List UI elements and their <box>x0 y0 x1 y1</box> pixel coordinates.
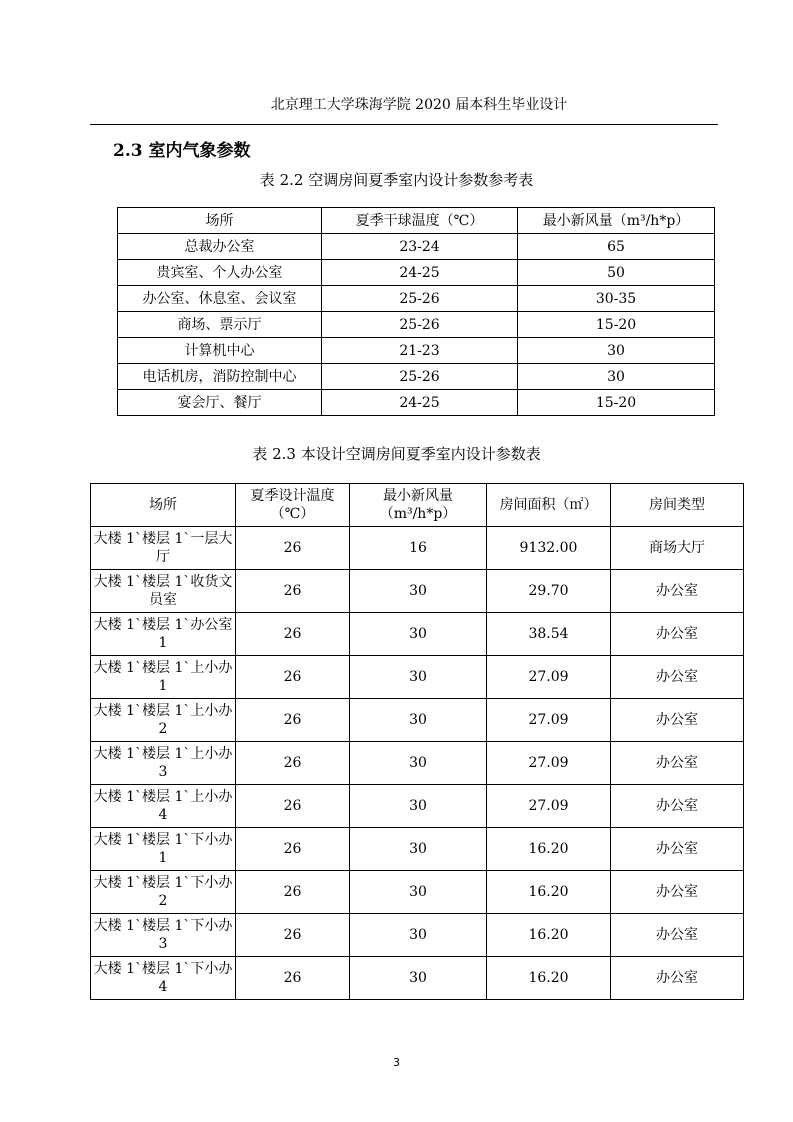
cell-room-type: 办公室 <box>611 871 744 914</box>
cell-room-type: 商场大厅 <box>611 527 744 570</box>
table-row <box>91 914 744 957</box>
cell-room-type: 办公室 <box>611 699 744 742</box>
cell-design-temperature: 26 <box>236 914 350 957</box>
cell-room-area: 38.54 <box>487 613 611 656</box>
cell-design-temperature: 26 <box>236 742 350 785</box>
table-row <box>91 785 744 828</box>
reference-parameter-table <box>117 207 715 416</box>
cell-fresh-air: 30 <box>350 613 487 656</box>
column-header-temperature: 夏季干球温度（℃） <box>322 208 518 234</box>
cell-fresh-air: 30 <box>350 828 487 871</box>
cell-design-temperature: 26 <box>236 527 350 570</box>
cell-temperature: 23-24 <box>322 234 518 260</box>
table1-caption: 表 2.2 空调房间夏季室内设计参数参考表 <box>259 171 534 189</box>
cell-place: 大楼 1`楼层 1`下小办 2 <box>91 871 236 914</box>
table-row <box>91 527 744 570</box>
cell-fresh-air: 30 <box>518 364 715 390</box>
cell-place: 商场、票示厅 <box>118 312 322 338</box>
header-rule <box>90 124 718 125</box>
cell-room-area: 16.20 <box>487 957 611 1000</box>
cell-temperature: 21-23 <box>322 338 518 364</box>
cell-design-temperature: 26 <box>236 656 350 699</box>
cell-design-temperature: 26 <box>236 613 350 656</box>
cell-place: 大楼 1`楼层 1`上小办 1 <box>91 656 236 699</box>
cell-place: 大楼 1`楼层 1`上小办 2 <box>91 699 236 742</box>
cell-place: 大楼 1`楼层 1`上小办 4 <box>91 785 236 828</box>
cell-room-type: 办公室 <box>611 613 744 656</box>
cell-temperature: 24-25 <box>322 260 518 286</box>
cell-room-type: 办公室 <box>611 828 744 871</box>
cell-design-temperature: 26 <box>236 699 350 742</box>
table-row <box>118 364 715 390</box>
cell-fresh-air: 30 <box>350 785 487 828</box>
table-row <box>118 312 715 338</box>
cell-room-area: 27.09 <box>487 785 611 828</box>
cell-fresh-air: 16 <box>350 527 487 570</box>
cell-place: 大楼 1`楼层 1`下小办 3 <box>91 914 236 957</box>
cell-fresh-air: 15-20 <box>518 390 715 416</box>
table-header-row <box>118 208 715 234</box>
cell-fresh-air: 30 <box>350 957 487 1000</box>
cell-design-temperature: 26 <box>236 871 350 914</box>
page-number: 3 <box>393 1056 400 1069</box>
cell-room-area: 16.20 <box>487 828 611 871</box>
cell-place: 贵宾室、个人办公室 <box>118 260 322 286</box>
column-header-room-type: 房间类型 <box>611 484 744 527</box>
cell-fresh-air: 30 <box>350 871 487 914</box>
design-parameter-table <box>90 483 744 1000</box>
cell-fresh-air: 15-20 <box>518 312 715 338</box>
table2-caption: 表 2.3 本设计空调房间夏季室内设计参数表 <box>252 445 541 463</box>
cell-temperature: 25-26 <box>322 312 518 338</box>
cell-design-temperature: 26 <box>236 828 350 871</box>
cell-place: 大楼 1`楼层 1`收货文员室 <box>91 570 236 613</box>
cell-fresh-air: 30-35 <box>518 286 715 312</box>
cell-fresh-air: 30 <box>350 656 487 699</box>
cell-room-type: 办公室 <box>611 785 744 828</box>
cell-temperature: 24-25 <box>322 390 518 416</box>
cell-fresh-air: 30 <box>350 699 487 742</box>
section-title: 2.3 室内气象参数 <box>113 141 251 161</box>
cell-room-area: 29.70 <box>487 570 611 613</box>
cell-temperature: 25-26 <box>322 286 518 312</box>
cell-design-temperature: 26 <box>236 957 350 1000</box>
table-row <box>91 957 744 1000</box>
table-row <box>91 828 744 871</box>
cell-place: 大楼 1`楼层 1`上小办 3 <box>91 742 236 785</box>
table-row <box>118 338 715 364</box>
cell-place: 办公室、休息室、会议室 <box>118 286 322 312</box>
cell-place: 大楼 1`楼层 1`办公室 1 <box>91 613 236 656</box>
table-row <box>91 656 744 699</box>
cell-temperature: 25-26 <box>322 364 518 390</box>
cell-room-type: 办公室 <box>611 914 744 957</box>
cell-room-area: 9132.00 <box>487 527 611 570</box>
cell-design-temperature: 26 <box>236 785 350 828</box>
column-header-place: 场所 <box>118 208 322 234</box>
column-header-room-area: 房间面积（㎡） <box>487 484 611 527</box>
cell-room-area: 16.20 <box>487 914 611 957</box>
cell-room-type: 办公室 <box>611 742 744 785</box>
cell-place: 大楼 1`楼层 1`下小办 1 <box>91 828 236 871</box>
cell-room-area: 27.09 <box>487 699 611 742</box>
cell-room-type: 办公室 <box>611 656 744 699</box>
cell-fresh-air: 30 <box>350 570 487 613</box>
cell-fresh-air: 65 <box>518 234 715 260</box>
cell-place: 大楼 1`楼层 1`一层大厅 <box>91 527 236 570</box>
table-row <box>118 390 715 416</box>
cell-room-area: 27.09 <box>487 656 611 699</box>
table-row <box>91 570 744 613</box>
table-row <box>91 699 744 742</box>
page-header: 北京理工大学珠海学院 2020 届本科生毕业设计 <box>270 97 568 113</box>
table-row <box>91 742 744 785</box>
table-row <box>91 871 744 914</box>
table-header-row <box>91 484 744 527</box>
column-header-fresh-air: 最小新风量（m³/h*p） <box>350 484 487 527</box>
column-header-place: 场所 <box>91 484 236 527</box>
cell-room-area: 16.20 <box>487 871 611 914</box>
cell-room-type: 办公室 <box>611 957 744 1000</box>
cell-place: 电话机房，消防控制中心 <box>118 364 322 390</box>
table-row <box>118 260 715 286</box>
table-row <box>91 613 744 656</box>
cell-room-area: 27.09 <box>487 742 611 785</box>
cell-place: 总裁办公室 <box>118 234 322 260</box>
cell-fresh-air: 50 <box>518 260 715 286</box>
cell-place: 宴会厅、餐厅 <box>118 390 322 416</box>
table-row <box>118 286 715 312</box>
column-header-fresh-air: 最小新风量（m³/h*p） <box>518 208 715 234</box>
column-header-design-temperature: 夏季设计温度（℃） <box>236 484 350 527</box>
cell-place: 计算机中心 <box>118 338 322 364</box>
table-row <box>118 234 715 260</box>
cell-fresh-air: 30 <box>350 914 487 957</box>
cell-place: 大楼 1`楼层 1`下小办 4 <box>91 957 236 1000</box>
cell-design-temperature: 26 <box>236 570 350 613</box>
cell-fresh-air: 30 <box>350 742 487 785</box>
cell-room-type: 办公室 <box>611 570 744 613</box>
cell-fresh-air: 30 <box>518 338 715 364</box>
